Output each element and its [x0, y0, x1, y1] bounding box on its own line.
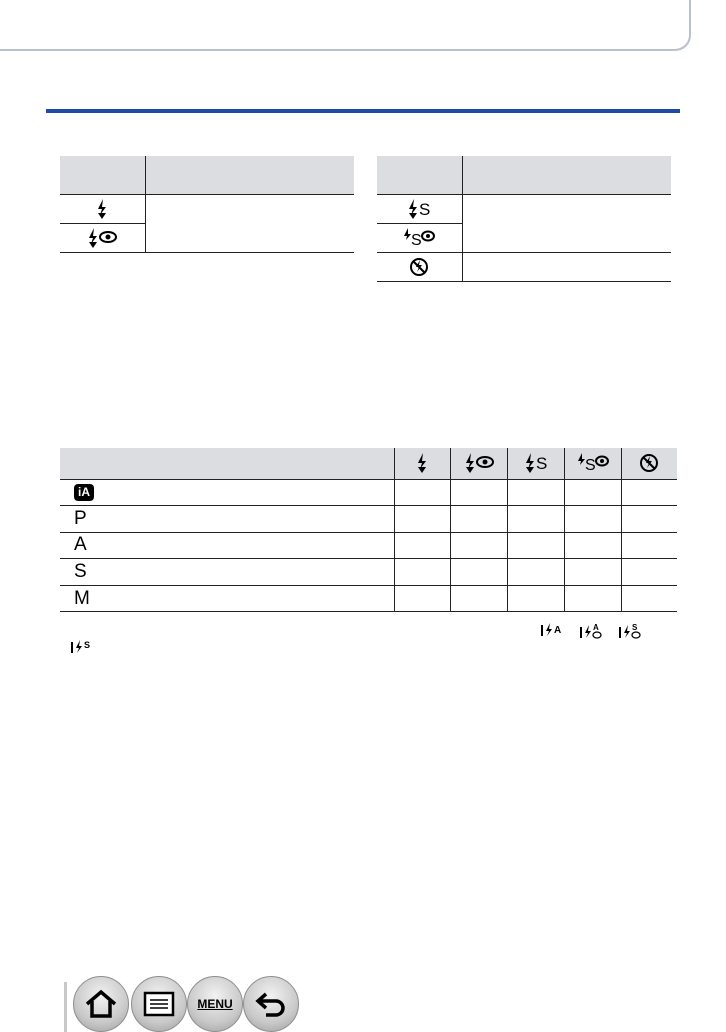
svg-text:S: S: [535, 454, 547, 474]
menu-label: MENU: [197, 997, 233, 1011]
table-header-description: [462, 156, 671, 194]
contents-button[interactable]: [131, 976, 187, 1032]
mode-m: M: [60, 585, 394, 612]
home-button[interactable]: [73, 976, 129, 1032]
mode-ia: iA: [60, 479, 394, 506]
svg-text:A: A: [593, 623, 599, 632]
flash-forced-on-redeye-icon: [450, 448, 507, 479]
header-tab: [0, 0, 691, 51]
flash-forced-on-icon: [60, 194, 145, 223]
iA-flash-slow-sync-icon: [71, 639, 95, 658]
flash-slow-sync-redeye-icon: [377, 223, 462, 252]
mode-p: P: [60, 506, 394, 533]
table-header-mode: [60, 448, 394, 479]
svg-text:S: S: [84, 640, 91, 650]
flash-slow-sync-icon: [507, 448, 564, 479]
flash-forced-on-redeye-icon: [60, 223, 145, 252]
back-arrow-icon: [254, 990, 288, 1018]
flash-mode-table-1: [60, 156, 354, 253]
table-cell-description: [462, 194, 671, 252]
svg-text:S: S: [584, 457, 596, 475]
table-cell-description: [145, 194, 354, 252]
home-icon: [84, 989, 118, 1019]
flash-availability-table: [60, 448, 677, 612]
table-row: [60, 532, 677, 559]
table-row: [60, 194, 354, 223]
list-icon: [143, 991, 175, 1017]
table-row: [60, 585, 677, 612]
flash-forced-off-icon: [377, 252, 462, 281]
svg-text:S: S: [411, 231, 422, 249]
table-row: [60, 506, 677, 533]
table-row: [377, 252, 671, 281]
table-row: [60, 559, 677, 586]
svg-text:S: S: [632, 623, 638, 632]
flash-forced-on-icon: [394, 448, 450, 479]
mode-a: A: [60, 532, 394, 559]
iA-flash-slow-sync-redeye-icon: [619, 622, 643, 643]
svg-text:A: A: [554, 625, 562, 636]
svg-text:S: S: [419, 199, 431, 219]
table-header-description: [145, 156, 354, 194]
table-row: [377, 194, 671, 223]
flash-forced-off-icon: [621, 448, 677, 479]
iA-flash-auto-redeye-icon: [580, 622, 604, 643]
table-header-icon: [60, 156, 145, 194]
table-header-icon: [377, 156, 462, 194]
flash-mode-table-2: [377, 156, 671, 282]
iA-flash-auto-icon: [541, 622, 565, 641]
menu-button[interactable]: [187, 976, 243, 1032]
table-cell-description: [462, 252, 671, 281]
section-title-rule: [46, 109, 680, 113]
flash-slow-sync-icon: [377, 194, 462, 223]
table-row: [60, 479, 677, 506]
mode-s: S: [60, 559, 394, 586]
flash-slow-sync-redeye-icon: [564, 448, 621, 479]
back-button[interactable]: [243, 976, 299, 1032]
nav-divider: [64, 982, 67, 1032]
